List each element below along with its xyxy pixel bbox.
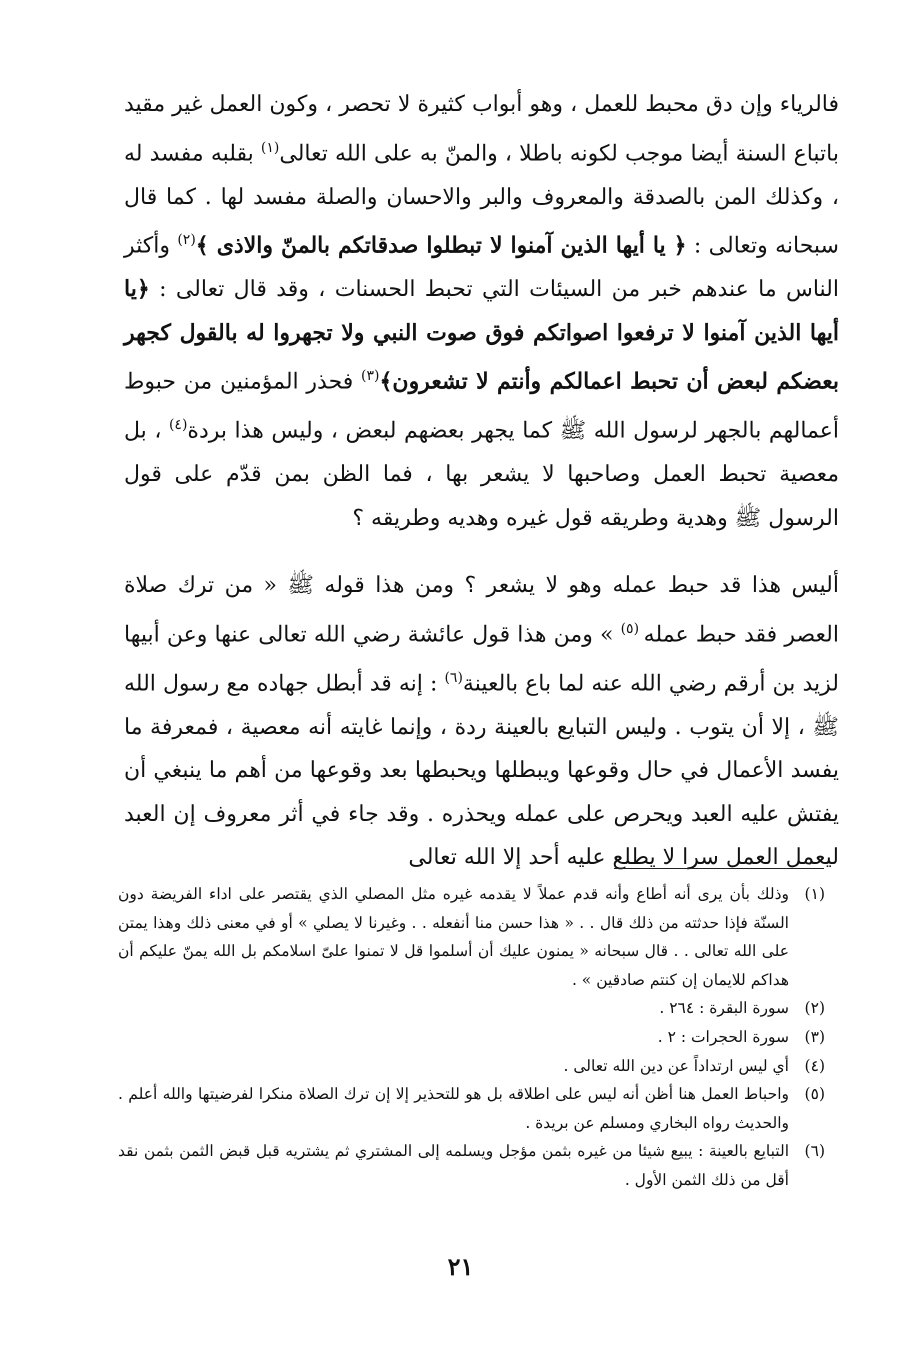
quran-verse: ﴿ يا أيها الذين آمنوا لا تبطلوا صدقاتكم بالمنّ والاذى ﴾	[195, 232, 687, 259]
text-segment: فحذر المؤمنين من حبوط أعمالهم بالجهر لرسول الله ﷺ كما يجهر بعضهم لبعض ، وليس هذا بردة	[124, 369, 839, 444]
footnote-number: (٦)	[804, 1142, 825, 1161]
paragraph-1	[124, 83, 839, 540]
text-segment: وأكثر الناس ما عندهم خبر من السيئات التي تحبط الحسنات ، وقد قال تعالى :	[124, 233, 839, 303]
footnote-number: (٥)	[804, 1085, 825, 1104]
footnote-ref: (٤)	[168, 417, 188, 434]
footnote-number: (٣)	[804, 1027, 825, 1046]
footnote-item	[118, 880, 825, 994]
text-segment: بقلبه مفسد له ، وكذلك المن بالصدقة والمعروف والبر والاحسان والصلة مفسد لها . كما قال سبحانه وتعالى :	[124, 140, 839, 259]
footnote-text: سورة الحجرات : ٢ .	[657, 1027, 789, 1046]
footnote-text: سورة البقرة : ٢٦٤ .	[659, 999, 789, 1018]
text-segment: » ومن هذا قول عائشة رضي الله تعالى عنها وعن أبيها لزيد بن أرقم رضي الله عنه لما باع بالعينة	[124, 622, 839, 697]
footnote-item	[118, 1137, 825, 1194]
quran-verse: ﴿يا أيها الذين آمنوا لا ترفعوا اصواتكم فوق صوت النبي ولا تجهروا له بالقول كجهر بعضكم لبعض أن تحبط اعمالكم وأنتم لا تشعرون﴾	[124, 276, 839, 395]
footnote-number: (١)	[804, 885, 825, 903]
footnote-ref: (١)	[260, 139, 280, 156]
main-text	[124, 83, 839, 880]
text-segment: : إنه قد أبطل جهاده مع رسول الله ﷺ ، إلا أن يتوب . وليس التبايع بالعينة ردة ، وإنما غايته أنه معصية ، فمعرفة ما يفسد الأعمال في حال وقوعها ويبطلها ويحبطها بعد وقوعها من أهم ما ينبغي أن يفتش عليه العبد ويحرص على عمله ويحذره . وقد جاء في أثر معروف إن العبد ليعمل العمل سرا لا يطلع عليه أحد إلا الله تعالى	[124, 671, 839, 871]
text-segment: أليس هذا قد حبط عمله وهو لا يشعر ؟ ومن هذا قوله ﷺ « من ترك صلاة العصر فقد حبط عمله	[124, 573, 839, 648]
text-segment: ، بل معصية تحبط العمل وصاحبها لا يشعر بها ، فما الظن بمن قدّم على قول الرسول ﷺ وهدية وطريقه قول غيره وهديه وطريقه ؟	[124, 418, 839, 531]
paragraph-2	[124, 564, 839, 880]
footnote-text: التبايع بالعينة : يبيع شيئا من غيره بثمن مؤجل ويسلمه إلى المشتري ثم يشتريه قبل قبض الثمن بثمن نقد أقل من ذلك الثمن الأول .	[118, 1142, 789, 1189]
footnote-text: أي ليس ارتداداً عن دين الله تعالى .	[563, 1056, 789, 1075]
footnote-text: واحباط العمل هنا أظن أنه ليس على اطلاقه بل هو للتحذير إلا إن ترك الصلاة منكرا لفرضيتها والله أعلم . والحديث رواه البخاري ومسلم عن بريدة .	[118, 1085, 789, 1132]
footnote-item	[118, 994, 825, 1023]
footnote-item	[118, 1023, 825, 1052]
footnote-number: (٤)	[804, 1056, 825, 1075]
footnote-text: وذلك بأن يرى أنه أطاع وأنه قدم عملاً لا يقدمه غيره مثل المصلي الذي يقتصر على اداء الفريضة دون السنّة فإذا حدثته من ذلك قال . . « هذا حسن منا أنفعله . . وغيرنا لا يصلي » أو في معنى ذلك وهذا يمتن على الله تعالى . . قال سبحانه « يمنون عليك أن أسلموا قل لا تمنوا علىّ اسلامكم بل الله يمنّ عليكم أن هداكم للايمان إن كنتم صادقين » .	[118, 885, 789, 989]
footnote-item	[118, 1052, 825, 1081]
footnote-ref: (٦)	[444, 669, 463, 686]
text-segment: فالرياء وإن دق محبط للعمل ، وهو أبواب كثيرة لا تحصر ، وكون العمل غير مقيد باتباع السنة أيضا موجب لكونه باطلا ، والمنّ به على الله تعالى	[124, 92, 839, 166]
footnote-ref: (٥)	[620, 620, 644, 637]
footnote-ref: (٣)	[361, 368, 380, 385]
footnote-ref: (٢)	[177, 232, 196, 249]
footnotes	[118, 880, 825, 1195]
footnote-item	[118, 1080, 825, 1137]
page-number: ٢١	[447, 1252, 474, 1281]
footnote-number: (٢)	[804, 999, 825, 1018]
footnote-separator	[614, 868, 824, 869]
